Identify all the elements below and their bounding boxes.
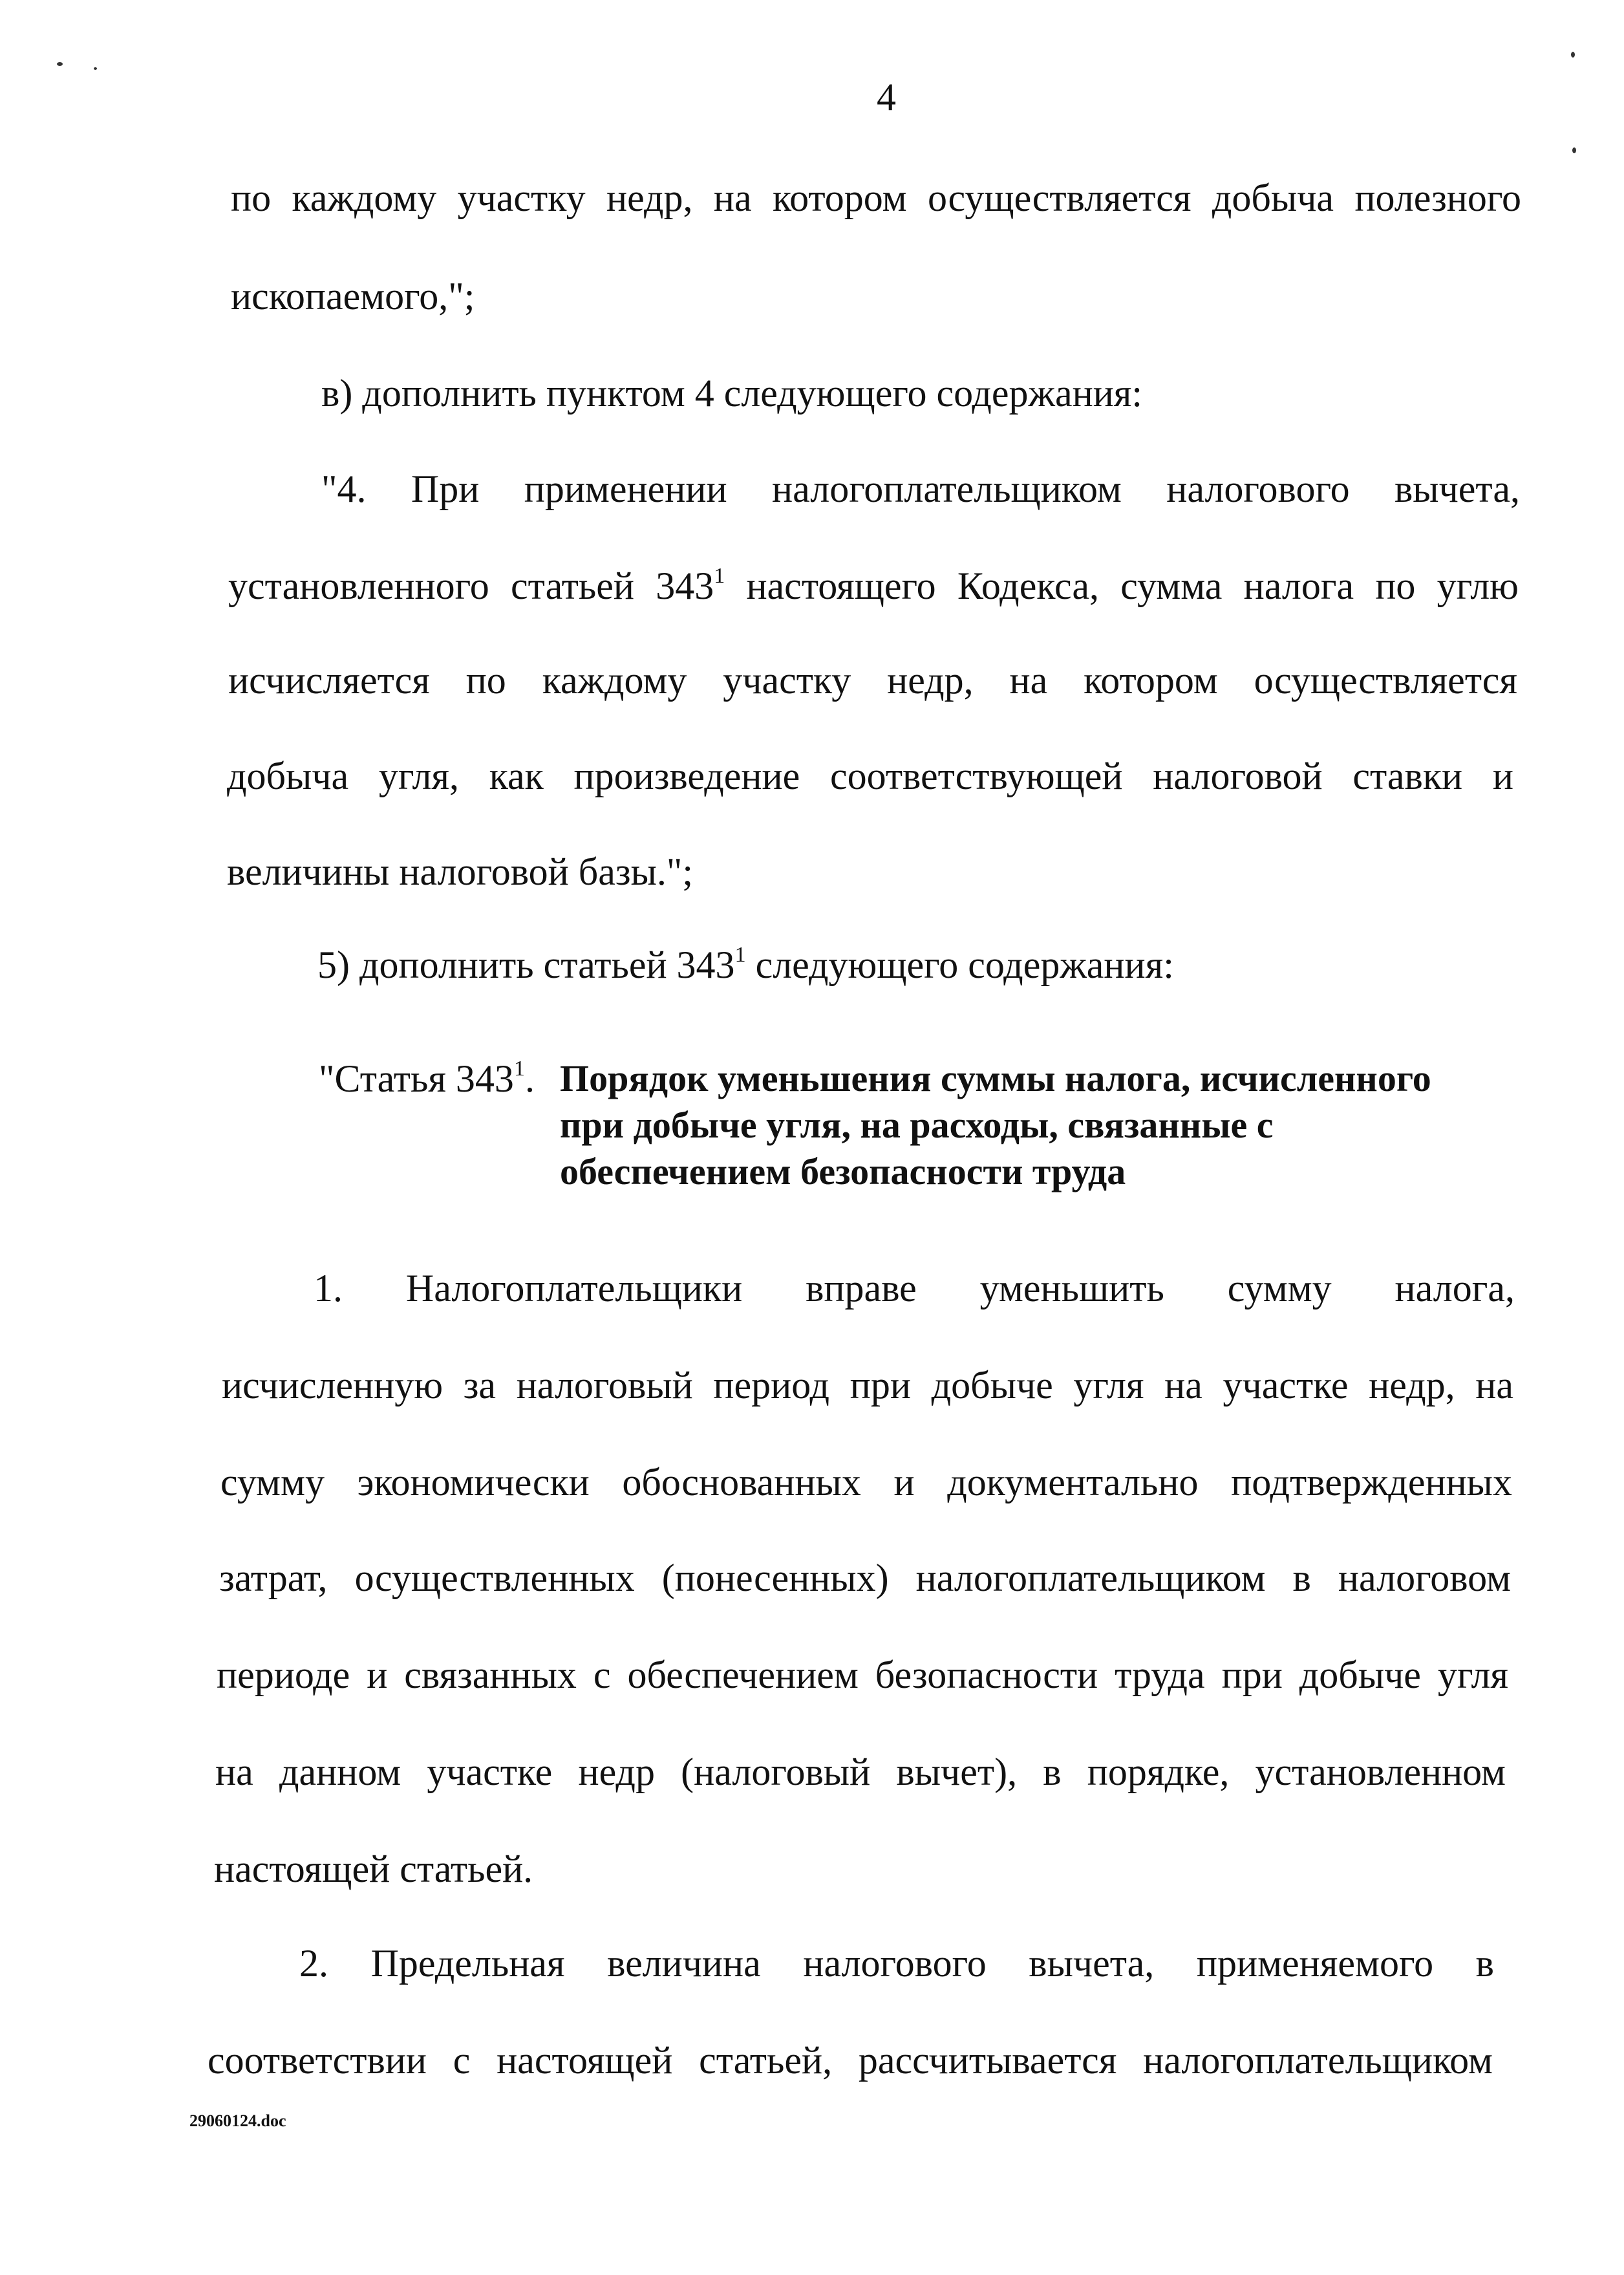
paragraph-line: настоящей статьей. [214, 1848, 533, 1890]
article-label-text: "Статья 343 [319, 1057, 514, 1100]
body-line: в) дополнить пунктом 4 следующего содержания: [321, 372, 1143, 415]
scan-speck [94, 67, 97, 70]
article-label-dot: . [524, 1057, 535, 1100]
article-title-line: при добыче угля, на расходы, связанные с [560, 1104, 1274, 1146]
scan-speck [1571, 52, 1575, 58]
body-line: добыча угля, как произведение соответствующей налоговой ставки и [227, 755, 1513, 797]
footer-filename: 29060124.doc [189, 2111, 286, 2130]
body-line: "4. При применении налогоплательщиком налогового вычета, [321, 468, 1520, 510]
paragraph-line: затрат, осуществленных (понесенных) налогоплательщиком в налоговом [219, 1557, 1511, 1599]
article-title-line: Порядок уменьшения суммы налога, исчисленного [560, 1057, 1431, 1099]
paragraph-line: 2. Предельная величина налогового вычета, применяемого в [299, 1942, 1494, 1985]
paragraph-line: на данном участке недр (налоговый вычет), в порядке, установленном [215, 1751, 1506, 1793]
article-title-line: обеспечением безопасности труда [560, 1150, 1126, 1192]
body-line: исчисляется по каждому участку недр, на котором осуществляется [228, 659, 1517, 702]
body-line [317, 939, 1174, 991]
body-line: величины налоговой базы."; [227, 850, 694, 893]
body-line-part: 5) дополнить статьей 343 [317, 943, 735, 986]
superscript: 1 [513, 1057, 525, 1081]
superscript: 1 [714, 564, 725, 588]
body-line [228, 560, 1519, 612]
page-number: 4 [877, 76, 896, 118]
body-line-part: следующего содержания: [745, 943, 1174, 986]
article-label [319, 1053, 535, 1105]
body-line: ископаемого,"; [231, 275, 475, 318]
scan-speck [1572, 147, 1576, 153]
superscript: 1 [734, 943, 746, 967]
paragraph-line: соответствии с настоящей статьей, рассчитывается налогоплательщиком [208, 2039, 1493, 2082]
paragraph-line: сумму экономически обоснованных и документально подтвержденных [220, 1461, 1512, 1504]
body-line-part: настоящего Кодекса, сумма налога по углю [725, 565, 1519, 607]
body-line: по каждому участку недр, на котором осуществляется добыча полезного [231, 177, 1521, 219]
paragraph-line: исчисленную за налоговый период при добыче угля на участке недр, на [222, 1364, 1513, 1407]
body-line-part: установленного статьей 343 [228, 565, 714, 607]
scan-speck [57, 62, 63, 66]
paragraph-line: 1. Налогоплательщики вправе уменьшить сумму налога, [314, 1267, 1515, 1310]
paragraph-line: периоде и связанных с обеспечением безопасности труда при добыче угля [217, 1654, 1508, 1696]
